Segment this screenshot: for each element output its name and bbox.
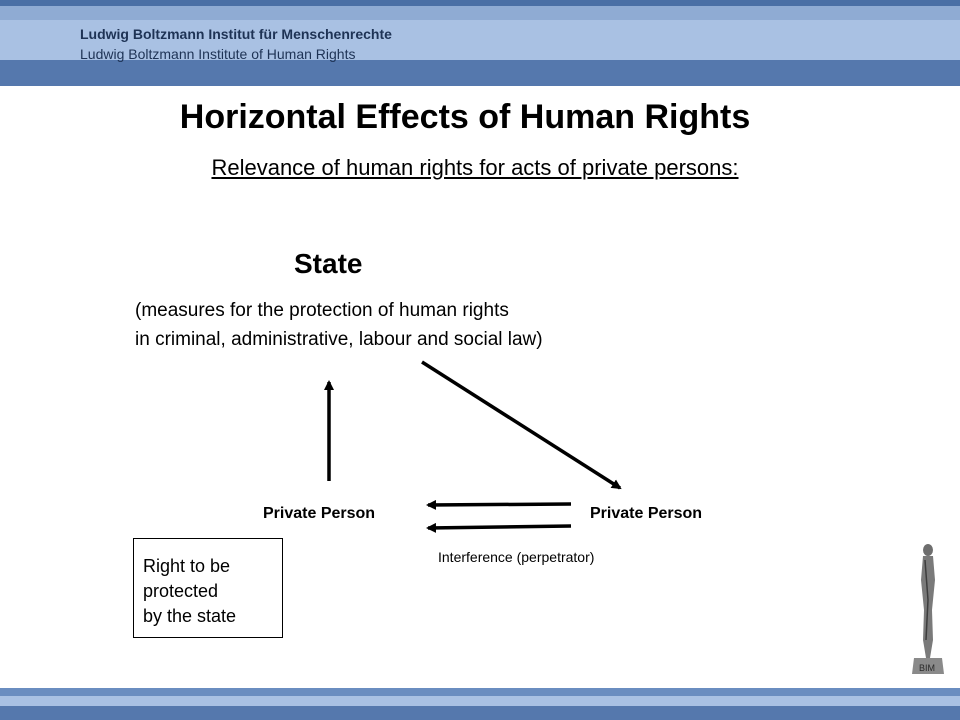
footer-banner bbox=[0, 688, 960, 720]
statue-logo-icon bbox=[906, 540, 950, 680]
box-line1: Right to be bbox=[143, 556, 231, 576]
state-description-line1: (measures for the protection of human rights bbox=[135, 300, 509, 321]
footer-stripe-top bbox=[0, 688, 960, 696]
left-arrow-icon bbox=[428, 504, 571, 505]
left-arrow-icon bbox=[428, 526, 571, 528]
protection-right-box bbox=[133, 538, 283, 638]
institute-name-english: Ludwig Boltzmann Institute of Human Rights bbox=[80, 46, 356, 62]
svg-text:BIM: BIM bbox=[919, 663, 936, 673]
footer-stripe-mid bbox=[0, 696, 960, 706]
private-person-right: Private Person bbox=[590, 505, 703, 522]
footer-stripe-bottom bbox=[0, 706, 960, 720]
box-line2: protected bbox=[143, 581, 219, 601]
diagonal-arrow-icon bbox=[422, 362, 620, 488]
protection-right-text bbox=[143, 554, 236, 629]
slide-subtitle: Relevance of human rights for acts of private persons: bbox=[211, 155, 739, 180]
box-line3: by the state bbox=[143, 606, 237, 626]
private-person-left: Private Person bbox=[263, 505, 376, 522]
interference-label: Interference (perpetrator) bbox=[438, 549, 595, 565]
institute-name-german: Ludwig Boltzmann Institut für Menschenrechte bbox=[80, 26, 392, 42]
slide-title: Horizontal Effects of Human Rights bbox=[179, 98, 751, 136]
state-label: State bbox=[294, 248, 363, 279]
state-description-line2: in criminal, administrative, labour and social law) bbox=[135, 329, 543, 350]
